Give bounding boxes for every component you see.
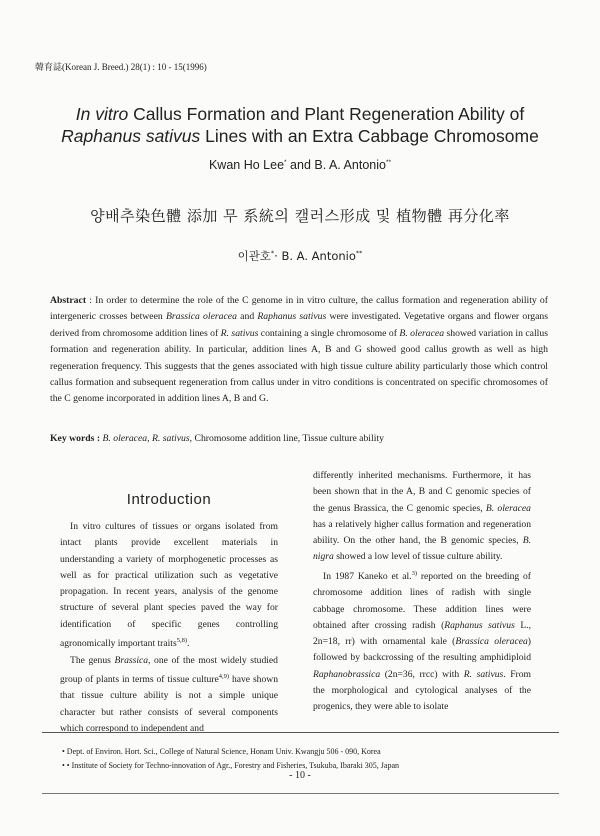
keywords-label: Key words :: [50, 433, 101, 444]
author-1: Kwan Ho Lee: [208, 158, 285, 172]
citation: 3): [411, 569, 418, 577]
paragraph-text: , one of the most widely studied group of plants in terms of tissue culture: [60, 654, 278, 686]
paragraph-text: has a relatively higher callus formation and regeneration ability. On the other hand, the B genomic species,: [313, 518, 531, 547]
paragraph: [60, 519, 278, 653]
citation: 5,8): [176, 637, 187, 645]
italic-species: Brassica oleracea: [455, 636, 528, 648]
author-conj: and: [286, 158, 315, 172]
keywords-italic: B. oleracea, R. sativus,: [102, 433, 193, 444]
author-ko-1: 이관호: [237, 249, 271, 263]
italic-species: B. nigra: [313, 535, 531, 563]
paragraph: [313, 468, 531, 566]
abstract-text-1: In order to determine the role of the C genome in in vitro culture, the callus formation and regeneration ability of intergeneric crosses between: [50, 295, 548, 323]
author-ko-2-mark: **: [355, 249, 363, 258]
paragraph-text: (2n=36, rrcc) with: [380, 668, 464, 680]
abstract-text-2: and: [236, 311, 258, 323]
paragraph-text: have shown that tissue culture ability is not a simple unique character but rather consists of several components which correspond to independent and: [60, 674, 278, 734]
paper-title-english: [20, 103, 580, 147]
footnote-2: • • Institute of Society for Techno-innovation of Agr., Forestry and Fisheries, Tsukuba, Ibaraki 305, Japan: [62, 761, 400, 770]
citation: 4,9): [218, 672, 230, 680]
title-text-2: Lines with an Extra Cabbage Chromosome: [200, 126, 539, 146]
author-ko-sep: ·: [274, 249, 282, 263]
paragraph: [313, 566, 531, 716]
authors-korean: [20, 248, 580, 264]
authors-english: [20, 158, 580, 172]
right-column: [313, 468, 531, 716]
paragraph-text: . From the morphological and cytological analyses of the progenics, they were able to isolate: [313, 668, 532, 713]
left-column: [60, 519, 278, 737]
page-number: - 10 -: [289, 770, 311, 781]
title-italic-2: Raphanus sativus: [61, 126, 201, 146]
author-ko-1-mark: *: [270, 249, 275, 258]
paragraph: [60, 653, 278, 738]
paragraph-text: In 1987 Kaneko et al.: [323, 570, 412, 582]
paragraph-text: differently inherited mechanisms. Furthermore, it has been shown that in the A, B and C genomic species of the genus Brassica, the C genomic species,: [313, 470, 531, 514]
title-italic-1: In vitro: [75, 104, 129, 124]
abstract-colon: :: [86, 295, 96, 306]
author-2: B. A. Antonio: [314, 158, 386, 172]
abstract: [50, 293, 548, 408]
bottom-divider: [42, 793, 559, 794]
paragraph-text: The genus: [70, 654, 115, 666]
paragraph-text: In vitro cultures of tissues or organs isolated from intact plants provide excellent materials in understanding a variety of morphogenetic processes as well as for practical utilization such as vegetative propagation. In recent years, analysis of the genome structure of several plant species paved the way for identification of specific genes controlling agronomically important traits: [60, 521, 278, 650]
author-2-mark: **: [385, 158, 392, 166]
paper-title-korean: 양배추染色體 添加 무 系統의 캘러스形成 및 植物體 再分化率: [90, 207, 510, 225]
abstract-italic-2: Raphanus sativus: [257, 311, 327, 323]
keywords: [50, 433, 548, 444]
abstract-text-5: showed variation in callus formation and regeneration ability. In particular, addition lines A, B and G showed good callus growth as well as high regeneration frequency. This suggests that the genes associated with high tissue culture ability particularly those which control callus formation and subsequent regeneration from callus under in vitro conditions is concentrated on specific chromosomes of the C genome incorporated in addition lines A, B and G.: [50, 327, 548, 405]
footnote-divider: [42, 732, 559, 733]
footnotes: [62, 745, 399, 773]
paragraph-text: L., 2n=18, rr) with ornamental kale (: [313, 619, 531, 648]
paragraph-text: ) followed by backcrossing of the resulting amphidiploid: [313, 636, 531, 664]
keywords-rest: Chromosome addition line, Tissue culture ability: [192, 433, 384, 444]
author-1-mark: *: [284, 158, 287, 166]
abstract-text-3: were investigated. Vegetative organs and flower organs derived from chromosome addition lines of: [50, 311, 548, 339]
paragraph-end: .: [187, 638, 190, 650]
italic-species: R. sativus: [463, 668, 504, 680]
footnote-1: • Dept. of Environ. Hort. Sci., College of Natural Science, Honam Univ. Kwangju 506 - 090, Korea: [62, 747, 381, 756]
abstract-italic-1: Brassica oleracea: [165, 311, 237, 323]
section-title-introduction: Introduction: [126, 491, 212, 508]
abstract-italic-3: R. sativus: [220, 327, 259, 339]
abstract-italic-4: B. oleracea: [399, 327, 445, 339]
abstract-text-4: containing a single chromosome of: [258, 327, 400, 339]
title-text-1: Callus Formation and Plant Regeneration Ability of: [128, 104, 525, 124]
italic-genus: Brassica: [114, 654, 149, 666]
author-ko-2: B. A. Antonio: [281, 249, 356, 263]
journal-citation: 韓育誌(Korean J. Breed.) 28(1) : 10 - 15(1996): [35, 62, 207, 72]
italic-species: Raphanus sativus: [444, 619, 515, 631]
paragraph-text: showed a low level of tissue culture ability.: [333, 551, 503, 563]
italic-species: Raphanobrassica: [313, 668, 381, 680]
abstract-label: Abstract: [50, 295, 87, 306]
paragraph-text: reported on the breeding of chromosome addition lines of radish with single cabbage chromosome. These addition lines were obtained after crossing radish (: [313, 570, 532, 631]
italic-species: B. oleracea: [485, 502, 531, 514]
